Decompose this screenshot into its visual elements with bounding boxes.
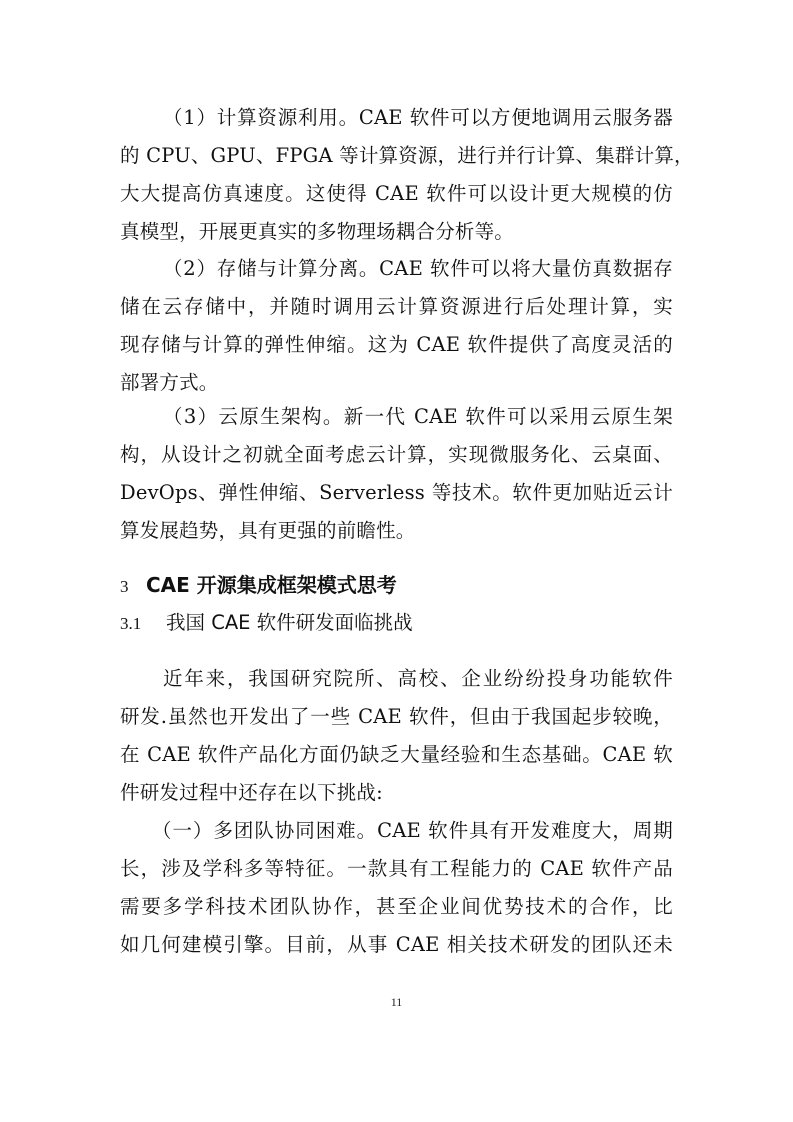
- text-line: 大大提高仿真速度。这使得 CAE 软件可以设计更大规模的仿: [120, 182, 673, 205]
- subsection-heading: [120, 604, 413, 642]
- text-line: 如几何建模引擎。目前，从事 CAE 相关技术研发的团队还未: [120, 933, 673, 956]
- text-line: 真模型，开展更真实的多物理场耦合分析等。: [120, 220, 515, 243]
- text-line: 需要多学科技术团队协作，甚至企业间优势技术的合作，比: [120, 895, 673, 918]
- text-line: 在 CAE 软件产品化方面仍缺乏大量经验和生态基础。CAE 软: [120, 743, 673, 766]
- text-line: 件研发过程中还存在以下挑战:: [120, 781, 383, 804]
- text-line: 现存储与计算的弹性伸缩。这为 CAE 软件提供了高度灵活的: [120, 333, 673, 356]
- text-line: 储在云存储中，并随时调用云计算资源进行后处理计算，实: [120, 295, 673, 318]
- text-line: 的 CPU、GPU、FPGA 等计算资源，进行并行计算、集群计算，: [120, 144, 694, 167]
- text-line: （1）计算资源利用。CAE 软件可以方便地调用云服务器: [163, 106, 673, 129]
- text-line: 部署方式。: [120, 371, 219, 394]
- text-line: （一）多团队协同困难。CAE 软件具有开发难度大，周期: [152, 819, 673, 842]
- section-title: CAE 开源集成框架模式思考: [146, 573, 397, 597]
- text-line: （2）存储与计算分离。CAE 软件可以将大量仿真数据存: [163, 257, 673, 280]
- text-line: 近年来，我国研究院所、高校、企业纷纷投身功能软件: [163, 667, 673, 690]
- text-line: （3）云原生架构。新一代 CAE 软件可以采用云原生架: [163, 405, 673, 428]
- subsection-number: 3.1: [120, 614, 142, 633]
- subsection-title: 我国 CAE 软件研发面临挑战: [166, 611, 413, 634]
- text-line: 研发.虽然也开发出了一些 CAE 软件，但由于我国起步较晚，: [120, 705, 673, 728]
- text-line: DevOps、弹性伸缩、Serverless 等技术。软件更加贴近云计: [120, 481, 673, 504]
- text-line: 构，从设计之初就全面考虑云计算，实现微服务化、云桌面、: [120, 443, 673, 466]
- text-line: 算发展趋势，具有更强的前瞻性。: [120, 519, 416, 542]
- text-line: 长，涉及学科多等特征。一款具有工程能力的 CAE 软件产品: [120, 857, 673, 880]
- page-number: 11: [390, 995, 403, 1009]
- section-number: 3: [120, 577, 129, 596]
- section-heading: [120, 566, 397, 604]
